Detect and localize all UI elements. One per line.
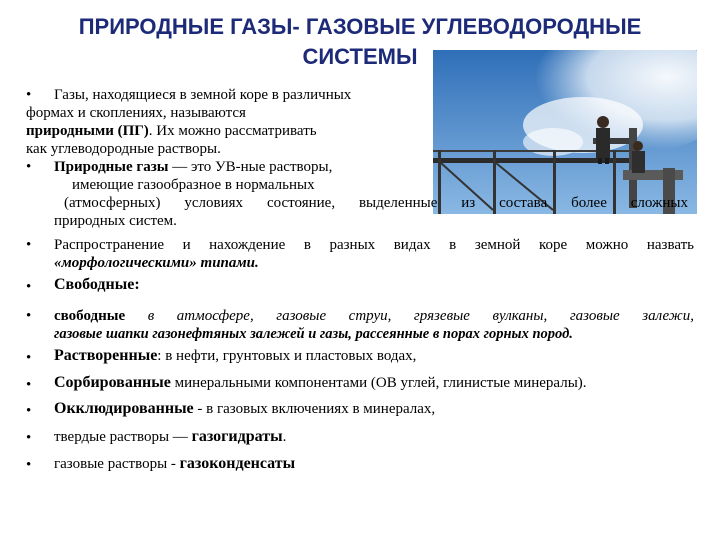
paragraph-6: Растворенные: в нефти, грунтовых и пластовых водах, <box>54 347 417 364</box>
paragraph-8: Окклюдированные - в газовых включениях в минералах, <box>54 400 436 417</box>
paragraph-1-line-4: как углеводородные растворы. <box>26 141 221 157</box>
bullet-marker: • <box>26 377 32 393</box>
paragraph-4-heading: Свободные: <box>54 276 140 293</box>
bullet-marker: • <box>26 159 32 175</box>
term-natural-gases: природными (ПГ) <box>26 123 149 139</box>
paragraph-2-line-4: природных систем. <box>54 213 177 229</box>
paragraph-9: твердые растворы — газогидраты. <box>54 428 287 445</box>
bullet-marker: • <box>26 350 32 366</box>
term-natural-gases-def: Природные газы <box>54 159 169 175</box>
bullet-marker: • <box>26 430 32 446</box>
paragraph-1-line-1: Газы, находящиеся в земной коре в различных <box>54 87 352 103</box>
paragraph-3-line-2: «морфологическими» типами. <box>54 255 259 271</box>
paragraph-5-line-1: свободные в атмосфере, газовые струи, грязевые вулканы, газовые залежи, <box>54 308 694 324</box>
title-line-2: СИСТЕМЫ <box>302 44 418 69</box>
bullet-marker: • <box>26 457 32 473</box>
paragraph-1-line-3: природными (ПГ). Их можно рассматривать <box>26 123 317 139</box>
paragraph-3-line-1: Распространение и нахождение в разных видах в земной коре можно назвать <box>54 237 694 253</box>
paragraph-5-line-2: газовые шапки газонефтяных залежей и газы, рассеянные в порах горных пород. <box>54 326 573 342</box>
paragraph-10: газовые растворы - газоконденсаты <box>54 455 296 472</box>
paragraph-7: Сорбированные минеральными компонентами (ОВ углей, глинистые минералы). <box>54 374 587 391</box>
paragraph-2-line-3: (атмосферных) условиях состояние, выделенные из состава более сложных <box>64 195 688 211</box>
paragraph-2-line-1: Природные газы — это УВ-ные растворы, <box>54 159 333 175</box>
gas-flare-photo <box>433 50 697 214</box>
paragraph-1-line-2: формах и скоплениях, называются <box>26 105 246 121</box>
bullet-marker: • <box>26 237 32 253</box>
paragraph-2-line-2: имеющие газообразное в нормальных <box>72 177 315 193</box>
title-line-1: ПРИРОДНЫЕ ГАЗЫ- ГАЗОВЫЕ УГЛЕВОДОРОДНЫЕ <box>78 14 642 39</box>
bullet-marker: • <box>26 87 32 103</box>
bullet-marker: • <box>26 308 32 324</box>
bullet-marker: • <box>26 403 32 419</box>
bullet-marker: • <box>26 279 32 295</box>
